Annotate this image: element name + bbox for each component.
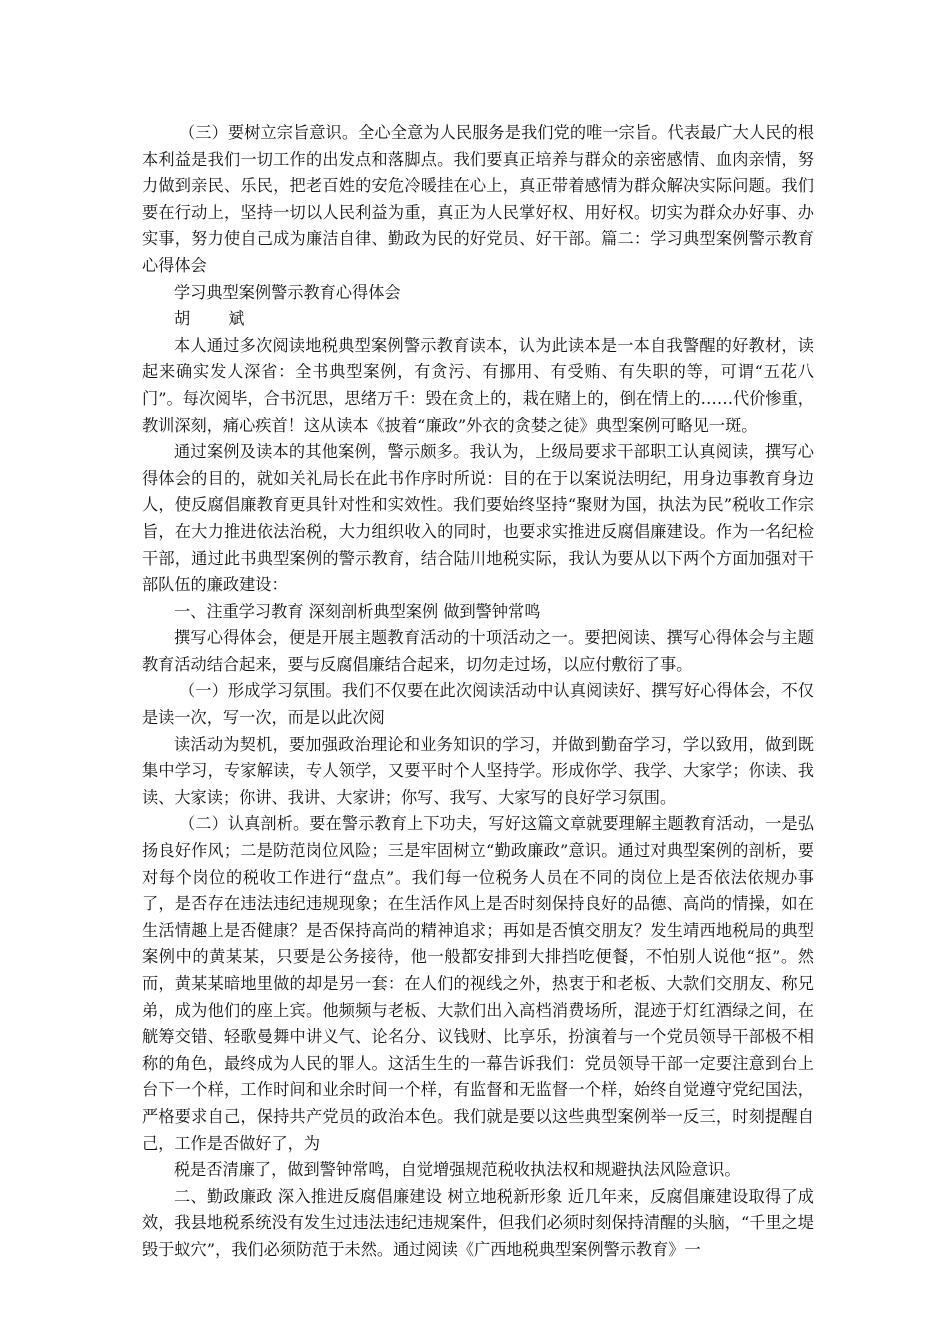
paragraph-reading-activity: 读活动为契机，要加强政治理论和业务知识的学习，并做到勤奋学习，学以致用，做到既集中学习，专家解读，专人领学，又要平时个人坚持学。形成你学、我学、大家学；你读、我读、大家读；你讲、我讲、大家讲；你写、我写、大家写的良好学习氛围。	[142, 734, 814, 807]
author-family: 斌	[228, 309, 245, 329]
article-title: 学习典型案例警示教育心得体会	[174, 282, 401, 302]
paragraph-study-atmosphere: （一）形成学习氛围。我们不仅要在此次阅读活动中认真阅读好、撰写好心得体会，不仅是读一次，写一次，而是以此次阅	[142, 681, 814, 728]
paragraph-cases: 通过案例及读本的其他案例，警示颇多。我认为，上级局要求干部职工认真阅读，撰写心得体会的目的，就如关礼局长在此书作序时所说：目的在于以案说法明纪，用身边事教育身边人，使反腐倡廉教育更具针对性和实效性。我们要始终坚持“聚财为国，执法为民”税收工作宗旨，在大力推进依法治税，大力组织收入的同时，也要求实推进反腐倡廉建设。作为一名纪检干部，通过此书典型案例的警示教育，结合陆川地税实际，我认为要从以下两个方面加强对干部队伍的廉政建设：	[142, 442, 814, 595]
author-name	[142, 306, 814, 333]
paragraph-tax-clean: 税是否清廉了，做到警钟常鸣，自觉增强规范税收执法权和规避执法风险意识。	[174, 1160, 741, 1180]
paragraph-analysis: （二）认真剖析。要在警示教育上下功夫，写好这篇文章就要理解主题教育活动，一是弘扬良好作风；二是防范岗位风险；三是牢固树立“勤政廉政”意识。通过对典型案例的剖析，要对每个岗位的税收工作进行“盘点”。我们每一位税务人员在不同的岗位上是否依法依规办事了，是否存在违法违纪违规现象；在生活作风上是否时刻保持良好的品德、高尚的情操，如在生活情趣上是否健康？是否保持高尚的精神追求；再如是否慎交朋友？发生靖西地税局的典型案例中的黄某某，只要是公务接待，他一般都安排到大排挡吃便餐，不怕别人说他“抠”。然而，黄某某暗地里做的却是另一套：在人们的视线之外，热衷于和老板、大款们交朋友、称兄弟，成为他们的座上宾。他频频与老板、大款们出入高档消费场所，混迹于灯红酒绿之间，在觥筹交错、轻歌曼舞中讲义气、论名分、议钱财、比享乐，扮演着与一个党员领导干部极不相称的角色，最终成为人民的罪人。这活生生的一幕告诉我们：党员领导干部一定要注意到台上台下一个样，工作时间和业余时间一个样，有监督和无监督一个样，始终自觉遵守党纪国法，严格要求自己，保持共产党员的政治本色。我们就是要以这些典型案例举一反三，时刻提醒自己，工作是否做好了，为	[142, 814, 814, 1153]
paragraph-writing: 撰写心得体会，便是开展主题教育活动的十项活动之一。要把阅读、撰写心得体会与主题教育活动结合起来，要与反腐倡廉结合起来，切勿走过场，以应付敷衍了事。	[142, 628, 814, 674]
section-heading-2: 二、勤政廉政 深入推进反腐倡廉建设 树立地税新形象 近几年来，反腐倡廉建设取得了成效，我县地税系统没有发生过违法违纪违规案件，但我们必须时刻保持清醒的头脑，“千里之堤毁于蚁穴”，我们必须防范于未然。通过阅读《广西地税典型案例警示教育》一	[142, 1186, 814, 1259]
author-given: 胡	[174, 309, 191, 329]
paragraph-intro: 本人通过多次阅读地税典型案例警示教育读本，认为此读本是一本自我警醒的好教材，读起来确实发人深省：全书典型案例，有贪污、有挪用、有受贿、有失职的等，可谓“五花八门”。每次阅毕，合书沉思，思绪万千：毁在贪上的，栽在赌上的，倒在情上的……代价惨重，教训深刻，痛心疾首！这从读本《披着“廉政”外衣的贪婪之徒》典型案例可略见一斑。	[142, 335, 814, 435]
document-body	[142, 120, 814, 1264]
paragraph-purpose-awareness: （三）要树立宗旨意识。全心全意为人民服务是我们党的唯一宗旨。代表最广大人民的根本利益是我们一切工作的出发点和落脚点。我们要真正培养与群众的亲密感情、血肉亲情，努力做到亲民、乐民，把老百姓的安危冷暖挂在心上，真正带着感情为群众解决实际问题。我们要在行动上，坚持一切以人民利益为重，真正为人民掌好权、用好权。切实为群众办好事、办实事，努力使自己成为廉洁自律、勤政为民的好党员、好干部。篇二：学习典型案例警示教育心得体会	[142, 123, 814, 275]
section-heading-1: 一、注重学习教育 深刻剖析典型案例 做到警钟常鸣	[174, 601, 541, 621]
